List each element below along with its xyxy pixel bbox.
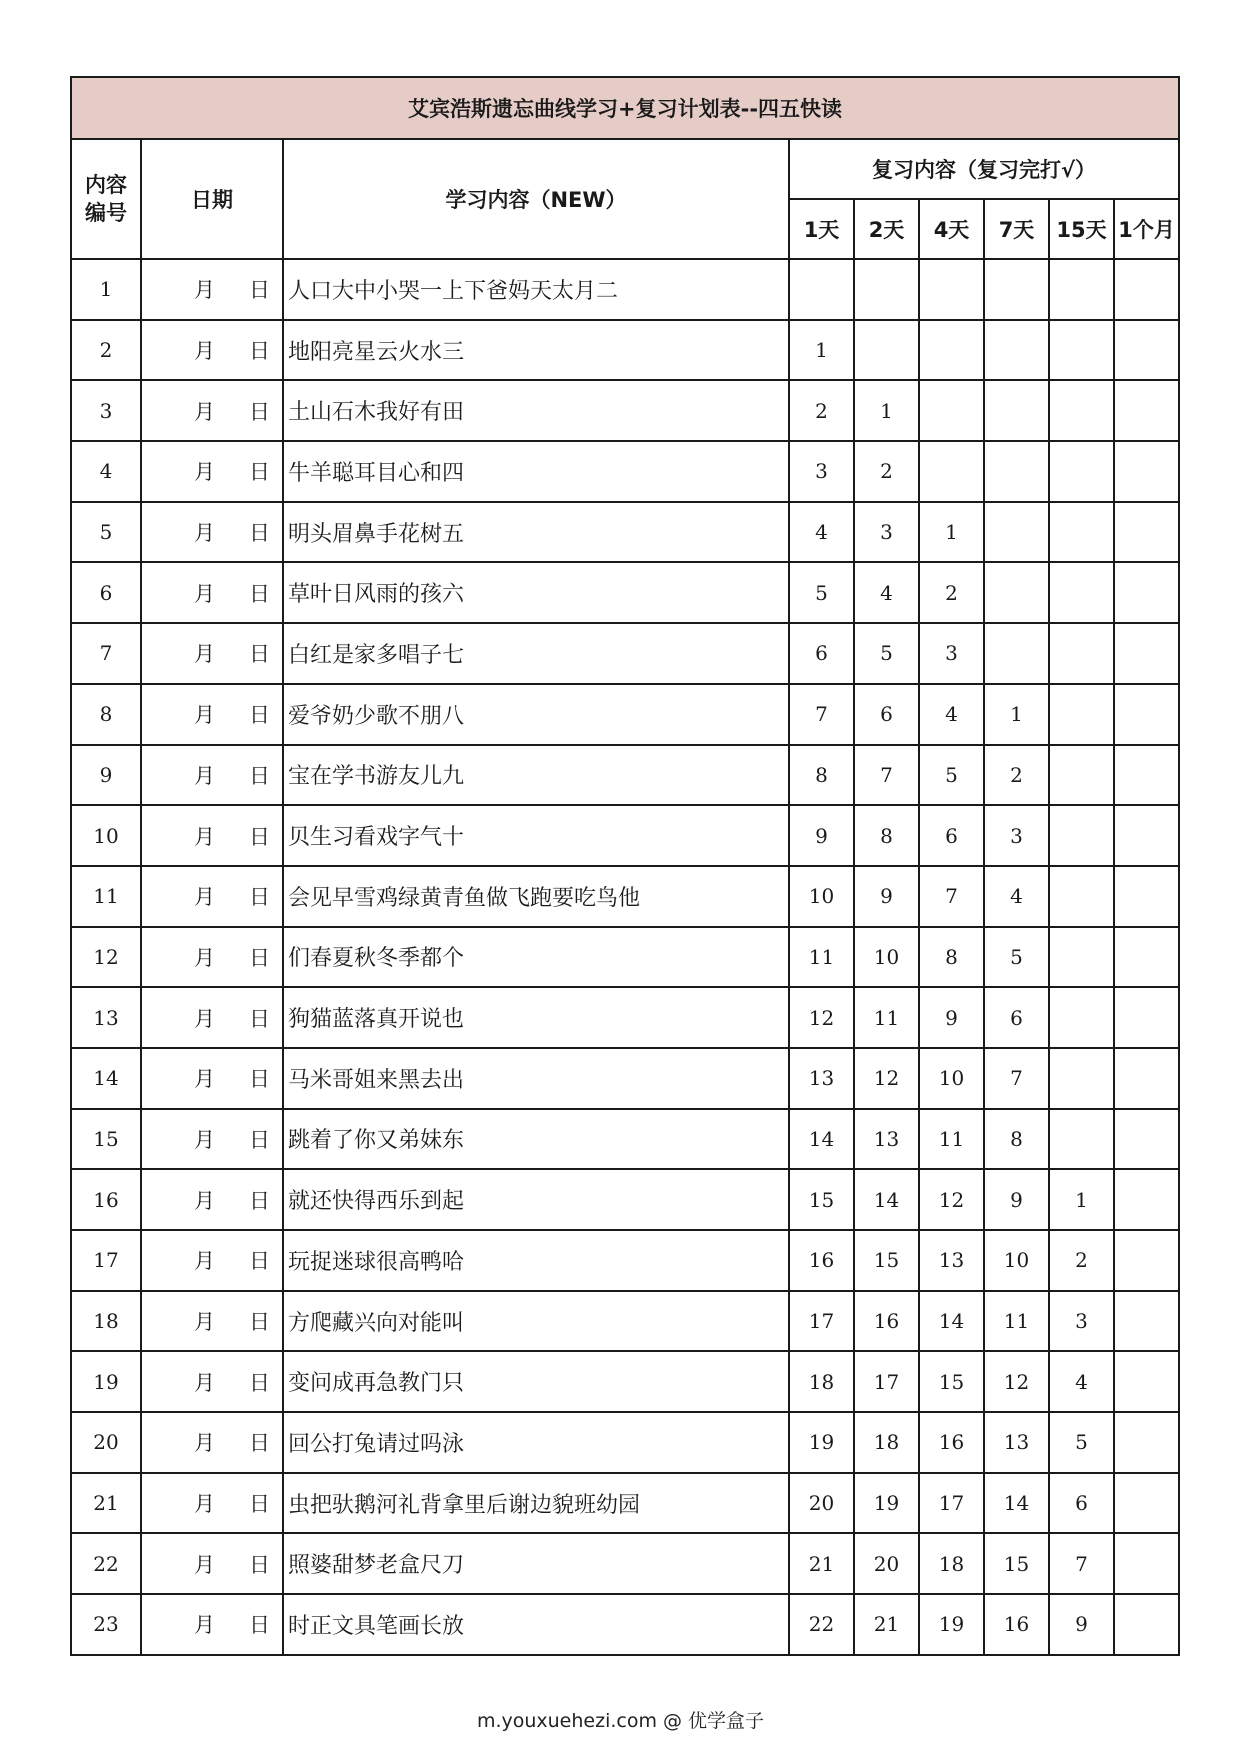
table-title: 艾宾浩斯遗忘曲线学习+复习计划表--四五快读 — [71, 77, 1179, 139]
day-label: 日 — [249, 460, 270, 485]
review-cell[interactable] — [1114, 927, 1179, 988]
date-cell[interactable] — [141, 745, 283, 806]
study-content: 玩捉迷球很高鸭哈 — [283, 1230, 789, 1291]
date-cell[interactable] — [141, 320, 283, 381]
month-label: 月 — [194, 1552, 215, 1577]
review-cell[interactable] — [1049, 259, 1114, 320]
review-cell[interactable] — [919, 259, 984, 320]
review-cell[interactable] — [1114, 1048, 1179, 1109]
review-cell[interactable] — [1114, 623, 1179, 684]
review-cell[interactable] — [1114, 1291, 1179, 1352]
review-cell[interactable] — [1049, 562, 1114, 623]
row-number: 23 — [71, 1594, 141, 1655]
review-cell[interactable] — [1049, 502, 1114, 563]
table-row — [71, 1169, 1179, 1230]
header-review: 复习内容（复习完打√） — [789, 139, 1179, 199]
review-cell[interactable]: 8 — [984, 1109, 1049, 1170]
review-cell[interactable]: 12 — [789, 987, 854, 1048]
review-cell[interactable]: 10 — [919, 1048, 984, 1109]
date-cell[interactable] — [141, 1169, 283, 1230]
row-number: 11 — [71, 866, 141, 927]
review-cell[interactable] — [1114, 745, 1179, 806]
review-cell[interactable]: 11 — [789, 927, 854, 988]
table-row — [71, 1412, 1179, 1473]
day-label: 日 — [249, 824, 270, 849]
date-cell[interactable] — [141, 684, 283, 745]
review-cell[interactable] — [984, 259, 1049, 320]
date-cell[interactable] — [141, 1048, 283, 1109]
review-cell[interactable]: 19 — [854, 1473, 919, 1534]
review-cell[interactable]: 8 — [854, 805, 919, 866]
date-cell[interactable] — [141, 987, 283, 1048]
review-cell[interactable]: 19 — [789, 1412, 854, 1473]
month-label: 月 — [194, 339, 215, 364]
review-cell[interactable]: 5 — [789, 562, 854, 623]
day-label: 日 — [249, 1613, 270, 1638]
day-label: 日 — [249, 521, 270, 546]
review-cell[interactable] — [1114, 1473, 1179, 1534]
study-content: 马米哥姐来黑去出 — [283, 1048, 789, 1109]
study-content: 明头眉鼻手花树五 — [283, 502, 789, 563]
month-label: 月 — [194, 460, 215, 485]
review-cell[interactable]: 8 — [789, 745, 854, 806]
date-cell[interactable] — [141, 927, 283, 988]
review-cell[interactable]: 2 — [854, 441, 919, 502]
review-cell[interactable]: 3 — [919, 623, 984, 684]
review-cell[interactable]: 4 — [789, 502, 854, 563]
study-content: 们春夏秋冬季都个 — [283, 927, 789, 988]
review-cell[interactable]: 17 — [854, 1351, 919, 1412]
review-cell[interactable]: 20 — [789, 1473, 854, 1534]
table-row — [71, 1109, 1179, 1170]
review-cell[interactable]: 9 — [919, 987, 984, 1048]
row-number: 13 — [71, 987, 141, 1048]
review-cell[interactable] — [984, 623, 1049, 684]
table-row — [71, 745, 1179, 806]
review-cell[interactable]: 14 — [984, 1473, 1049, 1534]
review-cell[interactable] — [1114, 1533, 1179, 1594]
table-row — [71, 1048, 1179, 1109]
review-cell[interactable] — [1049, 987, 1114, 1048]
review-cell[interactable]: 18 — [789, 1351, 854, 1412]
review-cell[interactable] — [1114, 866, 1179, 927]
table-row — [71, 1230, 1179, 1291]
date-cell[interactable] — [141, 805, 283, 866]
review-cell[interactable] — [919, 320, 984, 381]
day-label: 日 — [249, 1310, 270, 1335]
review-cell[interactable] — [854, 259, 919, 320]
month-label: 月 — [194, 1613, 215, 1638]
review-cell[interactable]: 14 — [919, 1291, 984, 1352]
month-label: 月 — [194, 1431, 215, 1456]
study-content: 时正文具笔画长放 — [283, 1594, 789, 1655]
date-cell[interactable] — [141, 562, 283, 623]
month-label: 月 — [194, 1310, 215, 1335]
study-content: 就还快得西乐到起 — [283, 1169, 789, 1230]
date-cell[interactable] — [141, 1109, 283, 1170]
review-cell[interactable] — [1049, 441, 1114, 502]
review-cell[interactable]: 13 — [854, 1109, 919, 1170]
row-number: 2 — [71, 320, 141, 381]
table-row — [71, 259, 1179, 320]
date-cell[interactable] — [141, 1230, 283, 1291]
review-cell[interactable] — [1114, 562, 1179, 623]
review-cell[interactable]: 15 — [789, 1169, 854, 1230]
review-cell[interactable]: 11 — [854, 987, 919, 1048]
study-content: 会见早雪鸡绿黄青鱼做飞跑要吃鸟他 — [283, 866, 789, 927]
table-row — [71, 320, 1179, 381]
review-cell[interactable] — [1049, 745, 1114, 806]
header-index: 内容编号 — [71, 139, 141, 259]
review-cell[interactable] — [1049, 320, 1114, 381]
review-cell[interactable]: 16 — [984, 1594, 1049, 1655]
review-cell[interactable] — [854, 320, 919, 381]
review-cell[interactable] — [1114, 259, 1179, 320]
date-cell[interactable] — [141, 380, 283, 441]
date-cell[interactable] — [141, 1473, 283, 1534]
table-row — [71, 684, 1179, 745]
review-cell[interactable] — [1114, 1109, 1179, 1170]
review-cell[interactable]: 3 — [984, 805, 1049, 866]
table-row — [71, 380, 1179, 441]
day-label: 日 — [249, 1492, 270, 1517]
table-body — [71, 259, 1179, 1655]
month-label: 月 — [194, 1249, 215, 1274]
review-cell[interactable] — [1114, 1594, 1179, 1655]
date-cell[interactable] — [141, 866, 283, 927]
review-cell[interactable]: 19 — [919, 1594, 984, 1655]
review-cell[interactable]: 4 — [1049, 1351, 1114, 1412]
study-content: 虫把驮鹅河礼背拿里后谢边貌班幼园 — [283, 1473, 789, 1534]
table-row — [71, 562, 1179, 623]
study-content: 白红是家多唱子七 — [283, 623, 789, 684]
header-interval: 15天 — [1049, 199, 1114, 259]
row-number: 22 — [71, 1533, 141, 1594]
review-cell[interactable]: 17 — [919, 1473, 984, 1534]
review-cell[interactable]: 4 — [984, 866, 1049, 927]
review-cell[interactable]: 20 — [854, 1533, 919, 1594]
review-cell[interactable]: 1 — [1049, 1169, 1114, 1230]
month-label: 月 — [194, 581, 215, 606]
table-row — [71, 927, 1179, 988]
review-cell[interactable] — [1049, 927, 1114, 988]
table-row — [71, 502, 1179, 563]
row-number: 9 — [71, 745, 141, 806]
study-content: 贝生习看戏字气十 — [283, 805, 789, 866]
review-cell[interactable] — [1114, 805, 1179, 866]
month-label: 月 — [194, 1006, 215, 1031]
day-label: 日 — [249, 1249, 270, 1274]
review-cell[interactable] — [1114, 987, 1179, 1048]
month-label: 月 — [194, 885, 215, 910]
date-cell[interactable] — [141, 502, 283, 563]
review-cell[interactable]: 5 — [984, 927, 1049, 988]
review-cell[interactable]: 13 — [789, 1048, 854, 1109]
month-label: 月 — [194, 703, 215, 728]
review-cell[interactable] — [1114, 1169, 1179, 1230]
review-cell[interactable]: 13 — [919, 1230, 984, 1291]
month-label: 月 — [194, 945, 215, 970]
day-label: 日 — [249, 885, 270, 910]
review-cell[interactable]: 2 — [984, 745, 1049, 806]
table-row — [71, 1351, 1179, 1412]
review-cell[interactable]: 7 — [984, 1048, 1049, 1109]
table-row — [71, 1594, 1179, 1655]
row-number: 20 — [71, 1412, 141, 1473]
row-number: 10 — [71, 805, 141, 866]
study-content: 方爬藏兴向对能叫 — [283, 1291, 789, 1352]
row-number: 19 — [71, 1351, 141, 1412]
study-content: 人口大中小哭一上下爸妈天太月二 — [283, 259, 789, 320]
day-label: 日 — [249, 945, 270, 970]
review-cell[interactable]: 16 — [789, 1230, 854, 1291]
study-content: 照婆甜梦老盒尺刀 — [283, 1533, 789, 1594]
date-cell[interactable] — [141, 441, 283, 502]
review-cell[interactable]: 6 — [1049, 1473, 1114, 1534]
row-number: 6 — [71, 562, 141, 623]
review-cell[interactable] — [1049, 805, 1114, 866]
row-number: 4 — [71, 441, 141, 502]
day-label: 日 — [249, 339, 270, 364]
review-cell[interactable]: 12 — [854, 1048, 919, 1109]
review-cell[interactable]: 2 — [919, 562, 984, 623]
footer-credit: m.youxuehezi.com @ 优学盒子 — [476, 1710, 765, 1732]
review-cell[interactable]: 4 — [919, 684, 984, 745]
review-cell[interactable]: 9 — [854, 866, 919, 927]
row-number: 18 — [71, 1291, 141, 1352]
review-cell[interactable] — [1114, 1230, 1179, 1291]
row-number: 21 — [71, 1473, 141, 1534]
review-cell[interactable]: 1 — [854, 380, 919, 441]
month-label: 月 — [194, 763, 215, 788]
day-label: 日 — [249, 1370, 270, 1395]
review-cell[interactable] — [1049, 623, 1114, 684]
date-cell[interactable] — [141, 1291, 283, 1352]
day-label: 日 — [249, 278, 270, 303]
review-cell[interactable]: 5 — [1049, 1412, 1114, 1473]
table-row — [71, 1533, 1179, 1594]
review-cell[interactable]: 3 — [1049, 1291, 1114, 1352]
review-cell[interactable]: 9 — [1049, 1594, 1114, 1655]
month-label: 月 — [194, 642, 215, 667]
review-cell[interactable]: 1 — [984, 684, 1049, 745]
row-number: 12 — [71, 927, 141, 988]
table-row — [71, 866, 1179, 927]
review-cell[interactable] — [1114, 502, 1179, 563]
review-cell[interactable]: 15 — [919, 1351, 984, 1412]
review-cell[interactable]: 16 — [919, 1412, 984, 1473]
day-label: 日 — [249, 1127, 270, 1152]
review-cell[interactable] — [1114, 380, 1179, 441]
review-cell[interactable] — [1049, 684, 1114, 745]
date-cell[interactable] — [141, 1412, 283, 1473]
month-label: 月 — [194, 1370, 215, 1395]
header-interval: 7天 — [984, 199, 1049, 259]
header-interval: 4天 — [919, 199, 984, 259]
review-cell[interactable]: 10 — [984, 1230, 1049, 1291]
review-cell[interactable] — [1049, 380, 1114, 441]
month-label: 月 — [194, 1492, 215, 1517]
review-cell[interactable]: 16 — [854, 1291, 919, 1352]
study-content: 土山石木我好有田 — [283, 380, 789, 441]
review-cell[interactable] — [1049, 1109, 1114, 1170]
table-row — [71, 805, 1179, 866]
header-interval: 1个月 — [1114, 199, 1179, 259]
table-row — [71, 623, 1179, 684]
row-number: 17 — [71, 1230, 141, 1291]
review-cell[interactable]: 15 — [854, 1230, 919, 1291]
day-label: 日 — [249, 1006, 270, 1031]
review-cell[interactable]: 2 — [1049, 1230, 1114, 1291]
review-cell[interactable]: 9 — [789, 805, 854, 866]
date-cell[interactable] — [141, 1533, 283, 1594]
row-number: 16 — [71, 1169, 141, 1230]
review-cell[interactable]: 18 — [919, 1533, 984, 1594]
study-content: 爱爷奶少歌不朋八 — [283, 684, 789, 745]
review-cell[interactable] — [1114, 441, 1179, 502]
date-cell[interactable] — [141, 623, 283, 684]
review-cell[interactable]: 7 — [854, 745, 919, 806]
study-content: 跳着了你又弟妹东 — [283, 1109, 789, 1170]
day-label: 日 — [249, 1188, 270, 1213]
review-cell[interactable]: 12 — [919, 1169, 984, 1230]
date-cell[interactable] — [141, 1351, 283, 1412]
review-cell[interactable] — [984, 380, 1049, 441]
review-cell[interactable]: 15 — [984, 1533, 1049, 1594]
review-cell[interactable]: 7 — [1049, 1533, 1114, 1594]
review-cell[interactable]: 1 — [919, 502, 984, 563]
review-cell[interactable]: 3 — [854, 502, 919, 563]
review-cell[interactable]: 7 — [789, 684, 854, 745]
review-cell[interactable] — [919, 441, 984, 502]
table-row — [71, 1291, 1179, 1352]
day-label: 日 — [249, 642, 270, 667]
review-cell[interactable] — [984, 320, 1049, 381]
date-cell[interactable] — [141, 259, 283, 320]
study-content: 草叶日风雨的孩六 — [283, 562, 789, 623]
review-cell[interactable]: 11 — [919, 1109, 984, 1170]
review-cell[interactable] — [1049, 866, 1114, 927]
review-cell[interactable] — [984, 441, 1049, 502]
review-cell[interactable] — [984, 502, 1049, 563]
month-label: 月 — [194, 1127, 215, 1152]
review-cell[interactable]: 10 — [854, 927, 919, 988]
review-cell[interactable]: 1 — [789, 320, 854, 381]
review-cell[interactable] — [919, 380, 984, 441]
review-cell[interactable]: 7 — [919, 866, 984, 927]
review-cell[interactable] — [1114, 1351, 1179, 1412]
study-content: 狗猫蓝落真开说也 — [283, 987, 789, 1048]
review-cell[interactable]: 10 — [789, 866, 854, 927]
study-content: 宝在学书游友儿九 — [283, 745, 789, 806]
day-label: 日 — [249, 1431, 270, 1456]
review-cell[interactable] — [1114, 320, 1179, 381]
date-cell[interactable] — [141, 1594, 283, 1655]
day-label: 日 — [249, 763, 270, 788]
month-label: 月 — [194, 1188, 215, 1213]
day-label: 日 — [249, 1552, 270, 1577]
review-cell[interactable]: 21 — [789, 1533, 854, 1594]
review-cell[interactable]: 5 — [854, 623, 919, 684]
day-label: 日 — [249, 1067, 270, 1092]
review-cell[interactable]: 17 — [789, 1291, 854, 1352]
review-cell[interactable]: 13 — [984, 1412, 1049, 1473]
review-cell[interactable]: 18 — [854, 1412, 919, 1473]
review-cell[interactable]: 6 — [854, 684, 919, 745]
review-cell[interactable] — [984, 562, 1049, 623]
review-cell[interactable]: 21 — [854, 1594, 919, 1655]
review-cell[interactable]: 9 — [984, 1169, 1049, 1230]
review-cell[interactable] — [1114, 1412, 1179, 1473]
review-cell[interactable]: 6 — [789, 623, 854, 684]
review-cell[interactable]: 4 — [854, 562, 919, 623]
day-label: 日 — [249, 399, 270, 424]
review-cell[interactable] — [789, 259, 854, 320]
row-number: 15 — [71, 1109, 141, 1170]
row-number: 7 — [71, 623, 141, 684]
review-cell[interactable]: 22 — [789, 1594, 854, 1655]
header-interval: 1天 — [789, 199, 854, 259]
study-content: 回公打兔请过吗泳 — [283, 1412, 789, 1473]
header-interval: 2天 — [854, 199, 919, 259]
row-number: 14 — [71, 1048, 141, 1109]
row-number: 3 — [71, 380, 141, 441]
review-cell[interactable]: 3 — [789, 441, 854, 502]
day-label: 日 — [249, 703, 270, 728]
review-cell[interactable]: 11 — [984, 1291, 1049, 1352]
review-cell[interactable]: 2 — [789, 380, 854, 441]
row-number: 8 — [71, 684, 141, 745]
table-row — [71, 441, 1179, 502]
month-label: 月 — [194, 824, 215, 849]
study-content: 地阳亮星云火水三 — [283, 320, 789, 381]
review-cell[interactable]: 8 — [919, 927, 984, 988]
header-content: 学习内容（NEW） — [283, 139, 789, 259]
day-label: 日 — [249, 581, 270, 606]
review-cell[interactable]: 5 — [919, 745, 984, 806]
row-number: 1 — [71, 259, 141, 320]
month-label: 月 — [194, 1067, 215, 1092]
review-cell[interactable]: 6 — [984, 987, 1049, 1048]
table-row — [71, 1473, 1179, 1534]
review-cell[interactable]: 6 — [919, 805, 984, 866]
review-cell[interactable] — [1114, 684, 1179, 745]
month-label: 月 — [194, 278, 215, 303]
review-cell[interactable] — [1049, 1048, 1114, 1109]
month-label: 月 — [194, 521, 215, 546]
month-label: 月 — [194, 399, 215, 424]
study-content: 牛羊聪耳目心和四 — [283, 441, 789, 502]
row-number: 5 — [71, 502, 141, 563]
study-content: 变问成再急教门只 — [283, 1351, 789, 1412]
review-plan-table — [70, 76, 1180, 1656]
table-row — [71, 987, 1179, 1048]
review-cell[interactable]: 14 — [789, 1109, 854, 1170]
header-date: 日期 — [141, 139, 283, 259]
review-cell[interactable]: 12 — [984, 1351, 1049, 1412]
review-cell[interactable]: 14 — [854, 1169, 919, 1230]
